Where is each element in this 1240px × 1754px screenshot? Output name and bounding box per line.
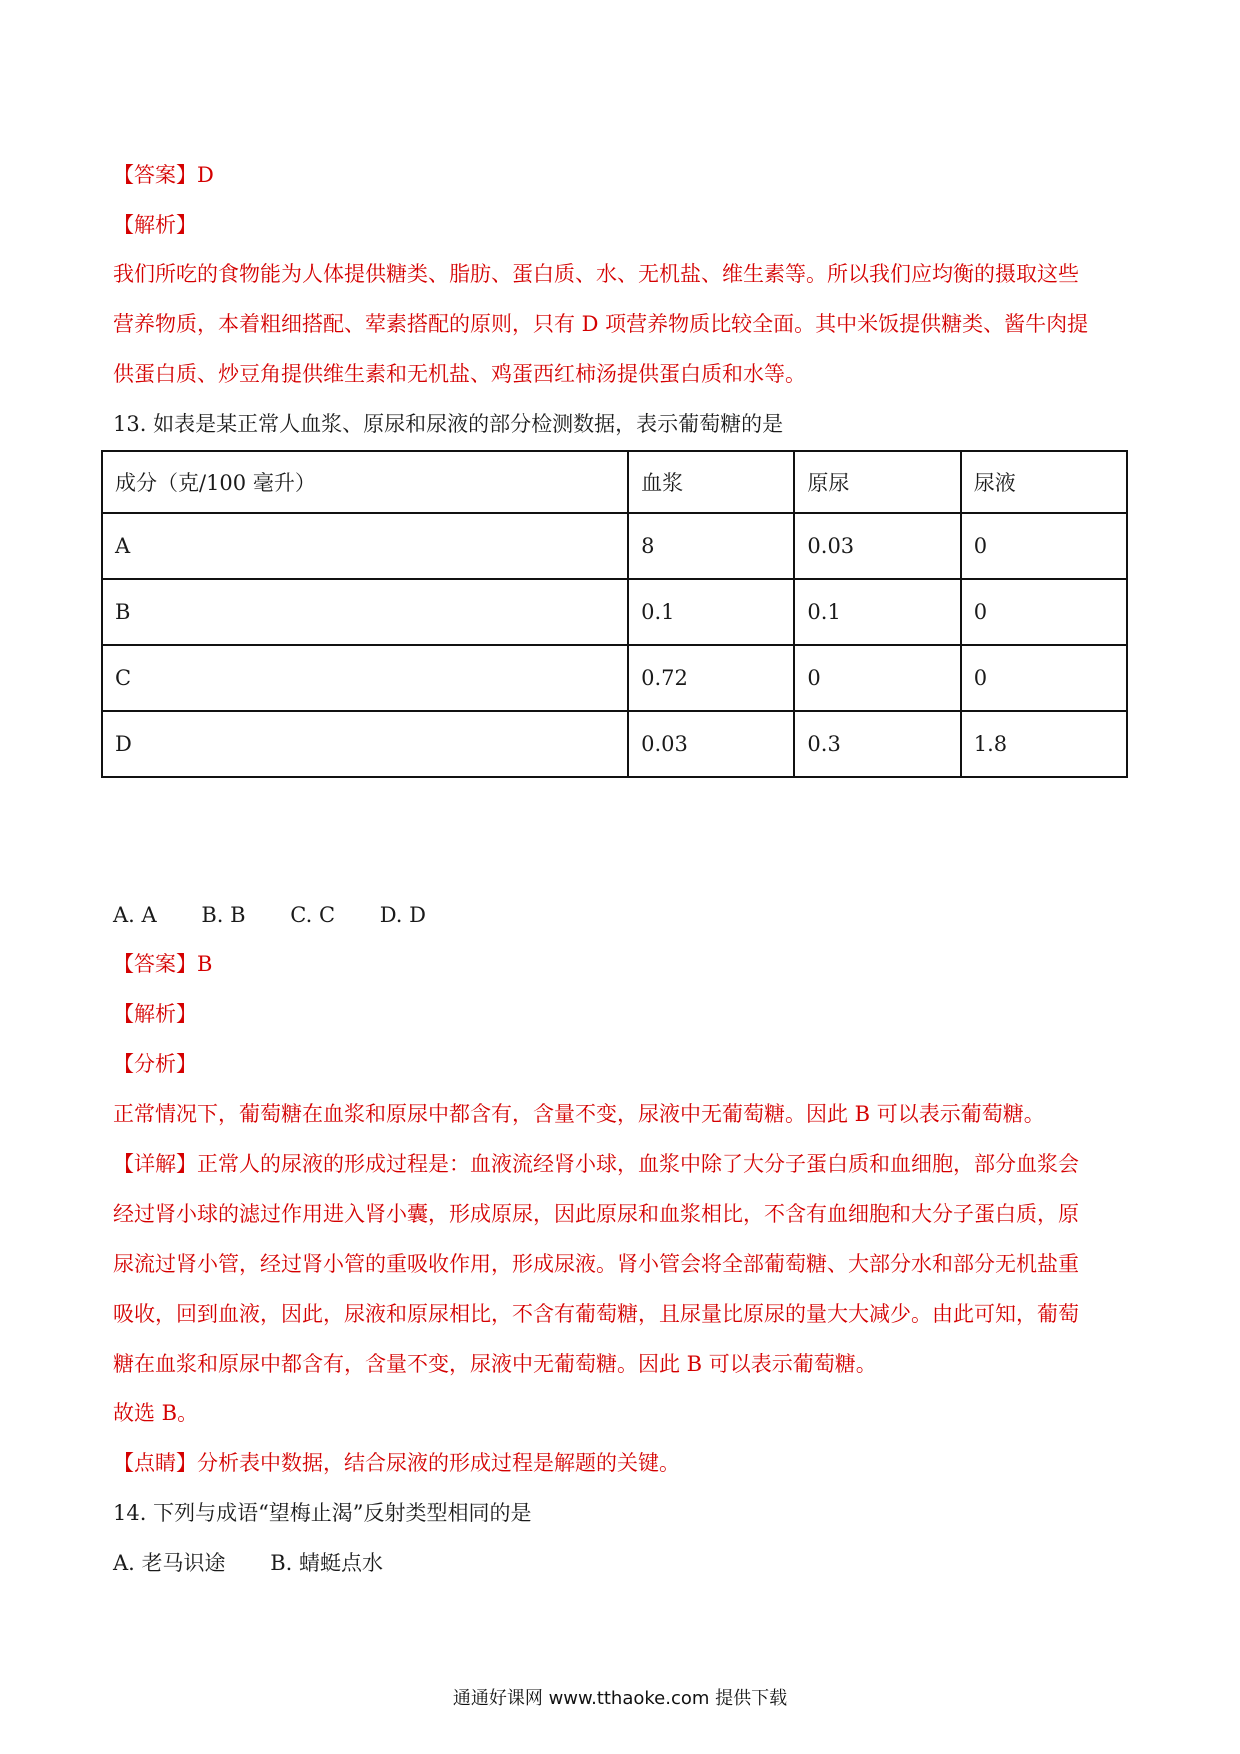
q13-dianjing: 【点睛】分析表中数据，结合尿液的形成过程是解题的关键。	[113, 1451, 680, 1475]
q13-detail-line-3: 尿流过肾小管，经过肾小管的重吸收作用，形成尿液。肾小管会将全部葡萄糖、大部分水和部分无机盐重	[113, 1252, 1079, 1276]
option-d: D. D	[379, 903, 426, 927]
table-header-cell: 原尿	[794, 451, 960, 513]
q13-stem: 13. 如表是某正常人血浆、原尿和尿液的部分检测数据，表示葡萄糖的是	[113, 412, 784, 436]
q13-detail-line-1: 【详解】正常人的尿液的形成过程是：血液流经肾小球，血浆中除了大分子蛋白质和血细胞，部分血浆会	[113, 1152, 1079, 1176]
table-cell: 0.03	[628, 711, 794, 777]
table-row	[102, 513, 1127, 579]
table-cell: A	[102, 513, 628, 579]
table-cell: 0.3	[794, 711, 960, 777]
table-cell: B	[102, 579, 628, 645]
table-cell: 0	[794, 645, 960, 711]
prev-answer-label: 【答案】D	[113, 163, 214, 187]
table-cell: 0.1	[628, 579, 794, 645]
q13-fenxi-label: 【分析】	[113, 1052, 197, 1076]
q13-detail-line-5: 糖在血浆和原尿中都含有，含量不变，尿液中无葡萄糖。因此 B 可以表示葡萄糖。	[113, 1352, 877, 1376]
q13-data-table	[101, 450, 1128, 778]
q14-options	[113, 1549, 1133, 1577]
option-b: B. B	[201, 903, 246, 927]
prev-analysis-line-3: 供蛋白质、炒豆角提供维生素和无机盐、鸡蛋西红柿汤提供蛋白质和水等。	[113, 362, 806, 386]
q14-stem: 14. 下列与成语“望梅止渴”反射类型相同的是	[113, 1501, 532, 1525]
table-header-cell: 成分（克/100 毫升）	[102, 451, 628, 513]
option-c: C. C	[290, 903, 336, 927]
q13-detail-line-4: 吸收，回到血液，因此，尿液和原尿相比，不含有葡萄糖，且尿量比原尿的量大大减少。由此可知，葡萄	[113, 1302, 1079, 1326]
option-b: B. 蜻蜓点水	[270, 1551, 384, 1575]
q13-detail-line-2: 经过肾小球的滤过作用进入肾小囊，形成原尿，因此原尿和血浆相比，不含有血细胞和大分子蛋白质，原	[113, 1202, 1079, 1226]
option-a: A. A	[113, 903, 157, 927]
table-row	[102, 711, 1127, 777]
table-cell: 0.72	[628, 645, 794, 711]
q13-choose: 故选 B。	[113, 1401, 199, 1425]
table-cell: 1.8	[961, 711, 1127, 777]
table-header-cell: 尿液	[961, 451, 1127, 513]
q13-options	[113, 901, 1133, 929]
table-header-row	[102, 451, 1127, 513]
table-cell: 0.1	[794, 579, 960, 645]
page-footer: 通通好课网 www.tthaoke.com 提供下载	[452, 1688, 788, 1709]
q13-analysis-label: 【解析】	[113, 1002, 197, 1026]
table-cell: 8	[628, 513, 794, 579]
prev-analysis-line-2: 营养物质，本着粗细搭配、荤素搭配的原则，只有 D 项营养物质比较全面。其中米饭提供糖类、酱牛肉提	[113, 312, 1089, 336]
option-a: A. 老马识途	[113, 1551, 226, 1575]
table-row	[102, 579, 1127, 645]
prev-analysis-line-1: 我们所吃的食物能为人体提供糖类、脂肪、蛋白质、水、无机盐、维生素等。所以我们应均衡的摄取这些	[113, 262, 1079, 286]
table-cell: 0.03	[794, 513, 960, 579]
table-cell: C	[102, 645, 628, 711]
prev-analysis-label: 【解析】	[113, 213, 197, 237]
table-cell: 0	[961, 579, 1127, 645]
q13-answer-label: 【答案】B	[113, 952, 213, 976]
q13-fenxi-text: 正常情况下，葡萄糖在血浆和原尿中都含有，含量不变，尿液中无葡萄糖。因此 B 可以表示葡萄糖。	[113, 1102, 1045, 1126]
table-cell: 0	[961, 513, 1127, 579]
table-row	[102, 645, 1127, 711]
table-cell: D	[102, 711, 628, 777]
table-cell: 0	[961, 645, 1127, 711]
table-header-cell: 血浆	[628, 451, 794, 513]
